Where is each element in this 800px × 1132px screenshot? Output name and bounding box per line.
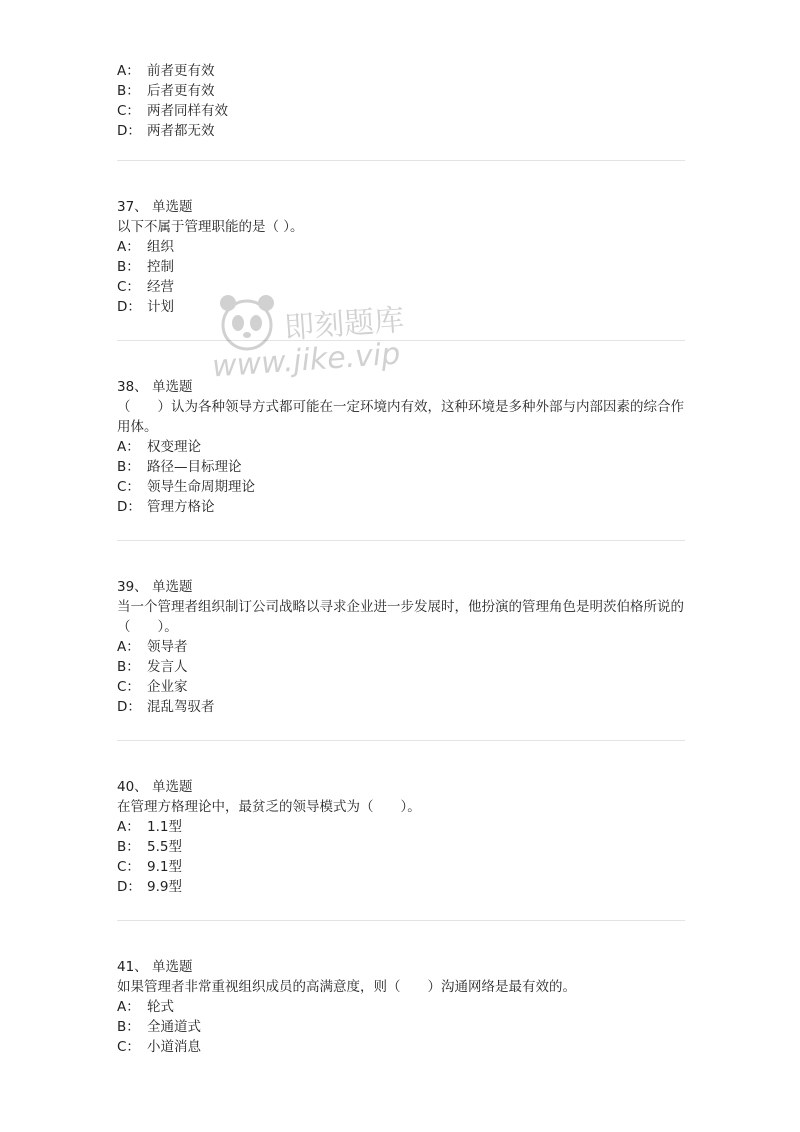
question-41: [117, 957, 685, 1057]
question-stem: 当一个管理者组织制订公司战略以寻求企业进一步发展时，他扮演的管理角色是明茨伯格所说的（ ）。: [117, 599, 684, 635]
option-a[interactable]: A： 权变理论: [117, 439, 201, 455]
option-b[interactable]: B： 控制: [117, 259, 174, 275]
question-header: 39、 单选题: [117, 579, 193, 595]
divider: [117, 340, 685, 341]
option-b[interactable]: B： 5.5型: [117, 839, 182, 855]
option-c[interactable]: C： 小道消息: [117, 1039, 201, 1055]
option-a[interactable]: A： 轮式: [117, 999, 174, 1015]
question-header: 38、 单选题: [117, 379, 193, 395]
option-a[interactable]: A： 1.1型: [117, 819, 182, 835]
option-c[interactable]: C： 企业家: [117, 679, 188, 695]
question-header: 41、 单选题: [117, 959, 193, 975]
option-d[interactable]: D： 两者都无效: [117, 123, 215, 139]
option-c[interactable]: C： 9.1型: [117, 859, 182, 875]
question-header: 40、 单选题: [117, 779, 193, 795]
option-b[interactable]: B： 后者更有效: [117, 83, 215, 99]
option-b[interactable]: B： 发言人: [117, 659, 188, 675]
question-stem: 如果管理者非常重视组织成员的高满意度，则（ ）沟通网络是最有效的。: [117, 979, 576, 995]
option-a[interactable]: A： 领导者: [117, 639, 188, 655]
prev-question-options: [117, 61, 685, 141]
question-header: 37、 单选题: [117, 199, 193, 215]
question-39: [117, 577, 685, 717]
option-d[interactable]: D： 管理方格论: [117, 499, 215, 515]
option-b[interactable]: B： 全通道式: [117, 1019, 201, 1035]
watermark-brand: 即刻题库: [283, 302, 406, 347]
watermark-url: www.jike.vip: [211, 336, 402, 385]
option-c[interactable]: C： 经营: [117, 279, 174, 295]
option-c[interactable]: C： 领导生命周期理论: [117, 479, 255, 495]
question-38: [117, 377, 685, 517]
divider: [117, 540, 685, 541]
option-a[interactable]: A： 前者更有效: [117, 63, 215, 79]
question-stem: 在管理方格理论中，最贫乏的领导模式为（ ）。: [117, 799, 421, 815]
question-stem: （ ）认为各种领导方式都可能在一定环境内有效，这种环境是多种外部与内部因素的综合作用体。: [117, 399, 684, 435]
option-d[interactable]: D： 9.9型: [117, 879, 182, 895]
option-d[interactable]: D： 计划: [117, 299, 174, 315]
divider: [117, 920, 685, 921]
question-stem: 以下不属于管理职能的是（ ）。: [117, 219, 304, 235]
option-c[interactable]: C： 两者同样有效: [117, 103, 228, 119]
option-a[interactable]: A： 组织: [117, 239, 174, 255]
question-40: [117, 777, 685, 897]
divider: [117, 160, 685, 161]
option-d[interactable]: D： 混乱驾驭者: [117, 699, 215, 715]
divider: [117, 740, 685, 741]
question-37: [117, 197, 685, 317]
option-b[interactable]: B： 路径—目标理论: [117, 459, 242, 475]
